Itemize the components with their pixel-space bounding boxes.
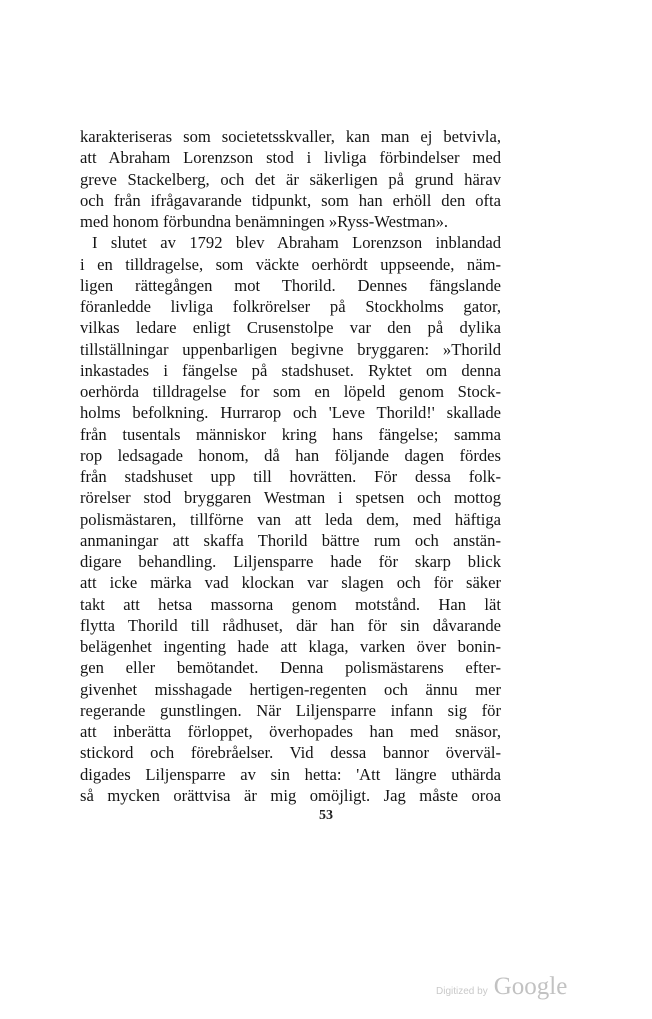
text-line: rop ledsagade honom, då han följande dagen fördes	[80, 445, 501, 465]
text-line: från tusentals människor kring hans fängelse; samma	[80, 424, 501, 444]
text-line: att inberätta förloppet, överhopades han med snäsor,	[80, 722, 501, 741]
page-number: 53	[319, 808, 333, 823]
text-line: I slutet av 1792 blev Abraham Lorenzson inblandad	[92, 233, 501, 253]
text-line: med honom förbundna benämningen »Ryss-Westman».	[80, 212, 449, 231]
text-line: inkastades i fängelse på stadshuset. Ryktet om denna	[80, 360, 501, 380]
text-line: stickord och förebråelser. Vid dessa bannor överväl-	[80, 743, 501, 763]
text-line: gen eller bemötandet. Denna polismästarens efter-	[80, 658, 501, 678]
text-line: karakteriseras som societetsskvaller, kan man ej betvivla,	[80, 127, 501, 146]
text-line: holms befolkning. Hurrarop och 'Leve Thorild!' skallade	[80, 403, 501, 423]
digitized-by-label: Digitized by	[436, 986, 488, 997]
text-line: flytta Thorild till rådhuset, där han för sin dåvarande	[80, 615, 501, 635]
text-line: anmaningar att skaffa Thorild bättre rum och anstän-	[80, 530, 501, 550]
text-line: greve Stackelberg, och det är säkerligen på grund härav	[80, 169, 501, 189]
text-line: att Abraham Lorenzson stod i livliga förbindelser med	[80, 148, 501, 168]
text-line: oerhörda tilldragelse for som en löpeld genom Stock-	[80, 382, 501, 401]
text-line: rörelser stod bryggaren Westman i spetsen och mottog	[80, 488, 501, 508]
text-line: digare behandling. Liljensparre hade för skarp blick	[80, 552, 501, 571]
text-line: regerande gunstlingen. När Liljensparre infann sig för	[80, 700, 501, 720]
text-line: att icke märka vad klockan var slagen och för säker	[80, 573, 501, 593]
text-line: i en tilldragelse, som väckte oerhördt uppseende, näm-	[80, 254, 501, 274]
text-line: ligen rättegången mot Thorild. Dennes fängslande	[80, 275, 501, 295]
text-line: och från ifrågavarande tidpunkt, som han erhöll den ofta	[80, 190, 501, 210]
text-line: takt att hetsa massorna genom motstånd. Han lät	[80, 594, 501, 614]
text-line: så mycken orättvisa är mig omöjligt. Jag måste oroa	[80, 785, 501, 805]
digitized-watermark	[436, 973, 586, 1007]
text-line: från stadshuset upp till hovrätten. För dessa folk-	[80, 467, 501, 486]
text-line: digades Liljensparre av sin hetta: 'Att längre uthärda	[80, 764, 501, 784]
text-line: tillställningar uppenbarligen begivne bryggaren: »Thorild	[80, 339, 501, 359]
text-line: polismästaren, tillförne van att leda dem, med häftiga	[80, 509, 501, 529]
text-line: givenhet misshagade hertigen-regenten och ännu mer	[80, 679, 501, 699]
page-text-block	[80, 126, 501, 806]
text-line: belägenhet ingenting hade att klaga, varken över bonin-	[80, 637, 501, 656]
text-line: föranledde livliga folkrörelser på Stockholms gator,	[80, 297, 501, 316]
text-line: vilkas ledare enligt Crusenstolpe var den på dylika	[80, 318, 501, 338]
google-logo: Google	[493, 973, 568, 1000]
